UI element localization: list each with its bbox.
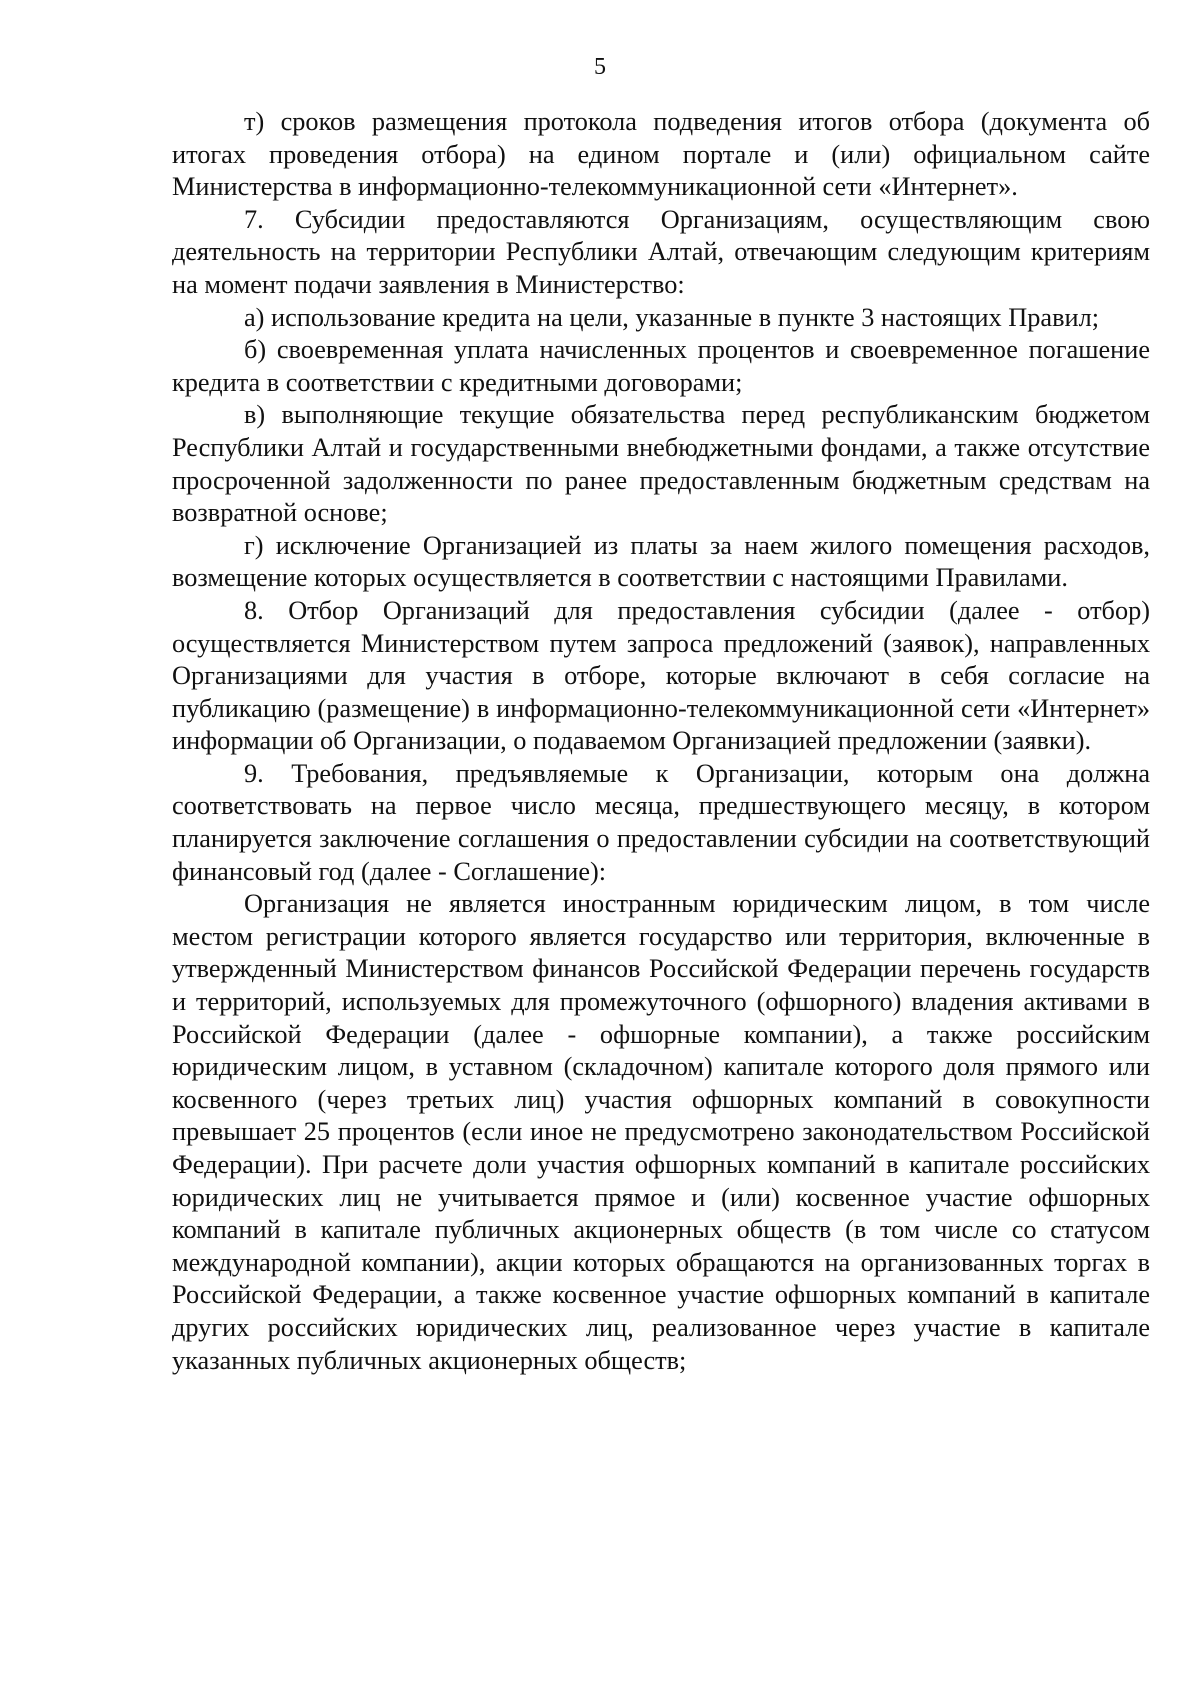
- paragraph-criterion-g: г) исключение Организацией из платы за наем жилого помещения расходов, возмещение которых осуществляется в соответствии с настоящими Правилами.: [172, 530, 1150, 593]
- paragraph-criterion-v: в) выполняющие текущие обязательства перед республиканским бюджетом Республики Алтай и государственными внебюджетными фондами, а также отсутствие просроченной задолженности по ранее предоставленным бюджетным средствам на возвратной основе;: [172, 400, 1150, 528]
- document-body: [172, 106, 1150, 1377]
- paragraph-item-t-deadlines: т) сроков размещения протокола подведения итогов отбора (документа об итогах проведения отбора) на едином портале и (или) официальном сайте Министерства в информационно-телекоммуникационной сети «Интернет».: [172, 107, 1150, 202]
- page-number: 5: [594, 54, 606, 80]
- paragraph-8-selection: 8. Отбор Организаций для предоставления субсидии (далее - отбор) осуществляется Министерством путем запроса предложений (заявок), направленных Организациями для участия в отборе, которые включают в себя согласие на публикацию (размещение) в информационно-телекоммуникационной сети «Интернет» информации об Организации, о подаваемом Организацией предложении (заявки).: [172, 595, 1150, 756]
- paragraph-criterion-b: б) своевременная уплата начисленных процентов и своевременное погашение кредита в соответствии с кредитными договорами;: [172, 335, 1150, 397]
- paragraph-offshore-requirement: Организация не является иностранным юридическим лицом, в том числе местом регистрации которого является государство или территория, включенные в утвержденный Министерством финансов Российской Федерации перечень государств и территорий, используемых для промежуточного (офшорного) владения активами в Российской Федерации (далее - офшорные компании), а также российским юридическим лицом, в уставном (складочном) капитале которого доля прямого или косвенного (через третьих лиц) участия офшорных компаний в совокупности превышает 25 процентов (если иное не предусмотрено законодательством Российской Федерации). При расчете доли участия офшорных компаний в капитале российских юридических лиц не учитывается прямое и (или) косвенное участие офшорных компаний в капитале публичных акционерных обществ (в том числе со статусом международной компании), акции которых обращаются на организованных торгах в Российской Федерации, а также косвенное участие офшорных компаний в капитале других российских юридических лиц, реализованное через участие в капитале указанных публичных акционерных обществ;: [172, 889, 1150, 1375]
- paragraph-7-subsidies-criteria: 7. Субсидии предоставляются Организациям, осуществляющим свою деятельность на территории Республики Алтай, отвечающим следующим критериям на момент подачи заявления в Министерство:: [172, 204, 1150, 299]
- paragraph-criterion-a: а) использование кредита на цели, указанные в пункте 3 настоящих Правил;: [244, 302, 1099, 332]
- paragraph-9-requirements: 9. Требования, предъявляемые к Организации, которым она должна соответствовать на первое число месяца, предшествующего месяцу, в котором планируется заключение соглашения о предоставлении субсидии на соответствующий финансовый год (далее - Соглашение):: [172, 758, 1150, 886]
